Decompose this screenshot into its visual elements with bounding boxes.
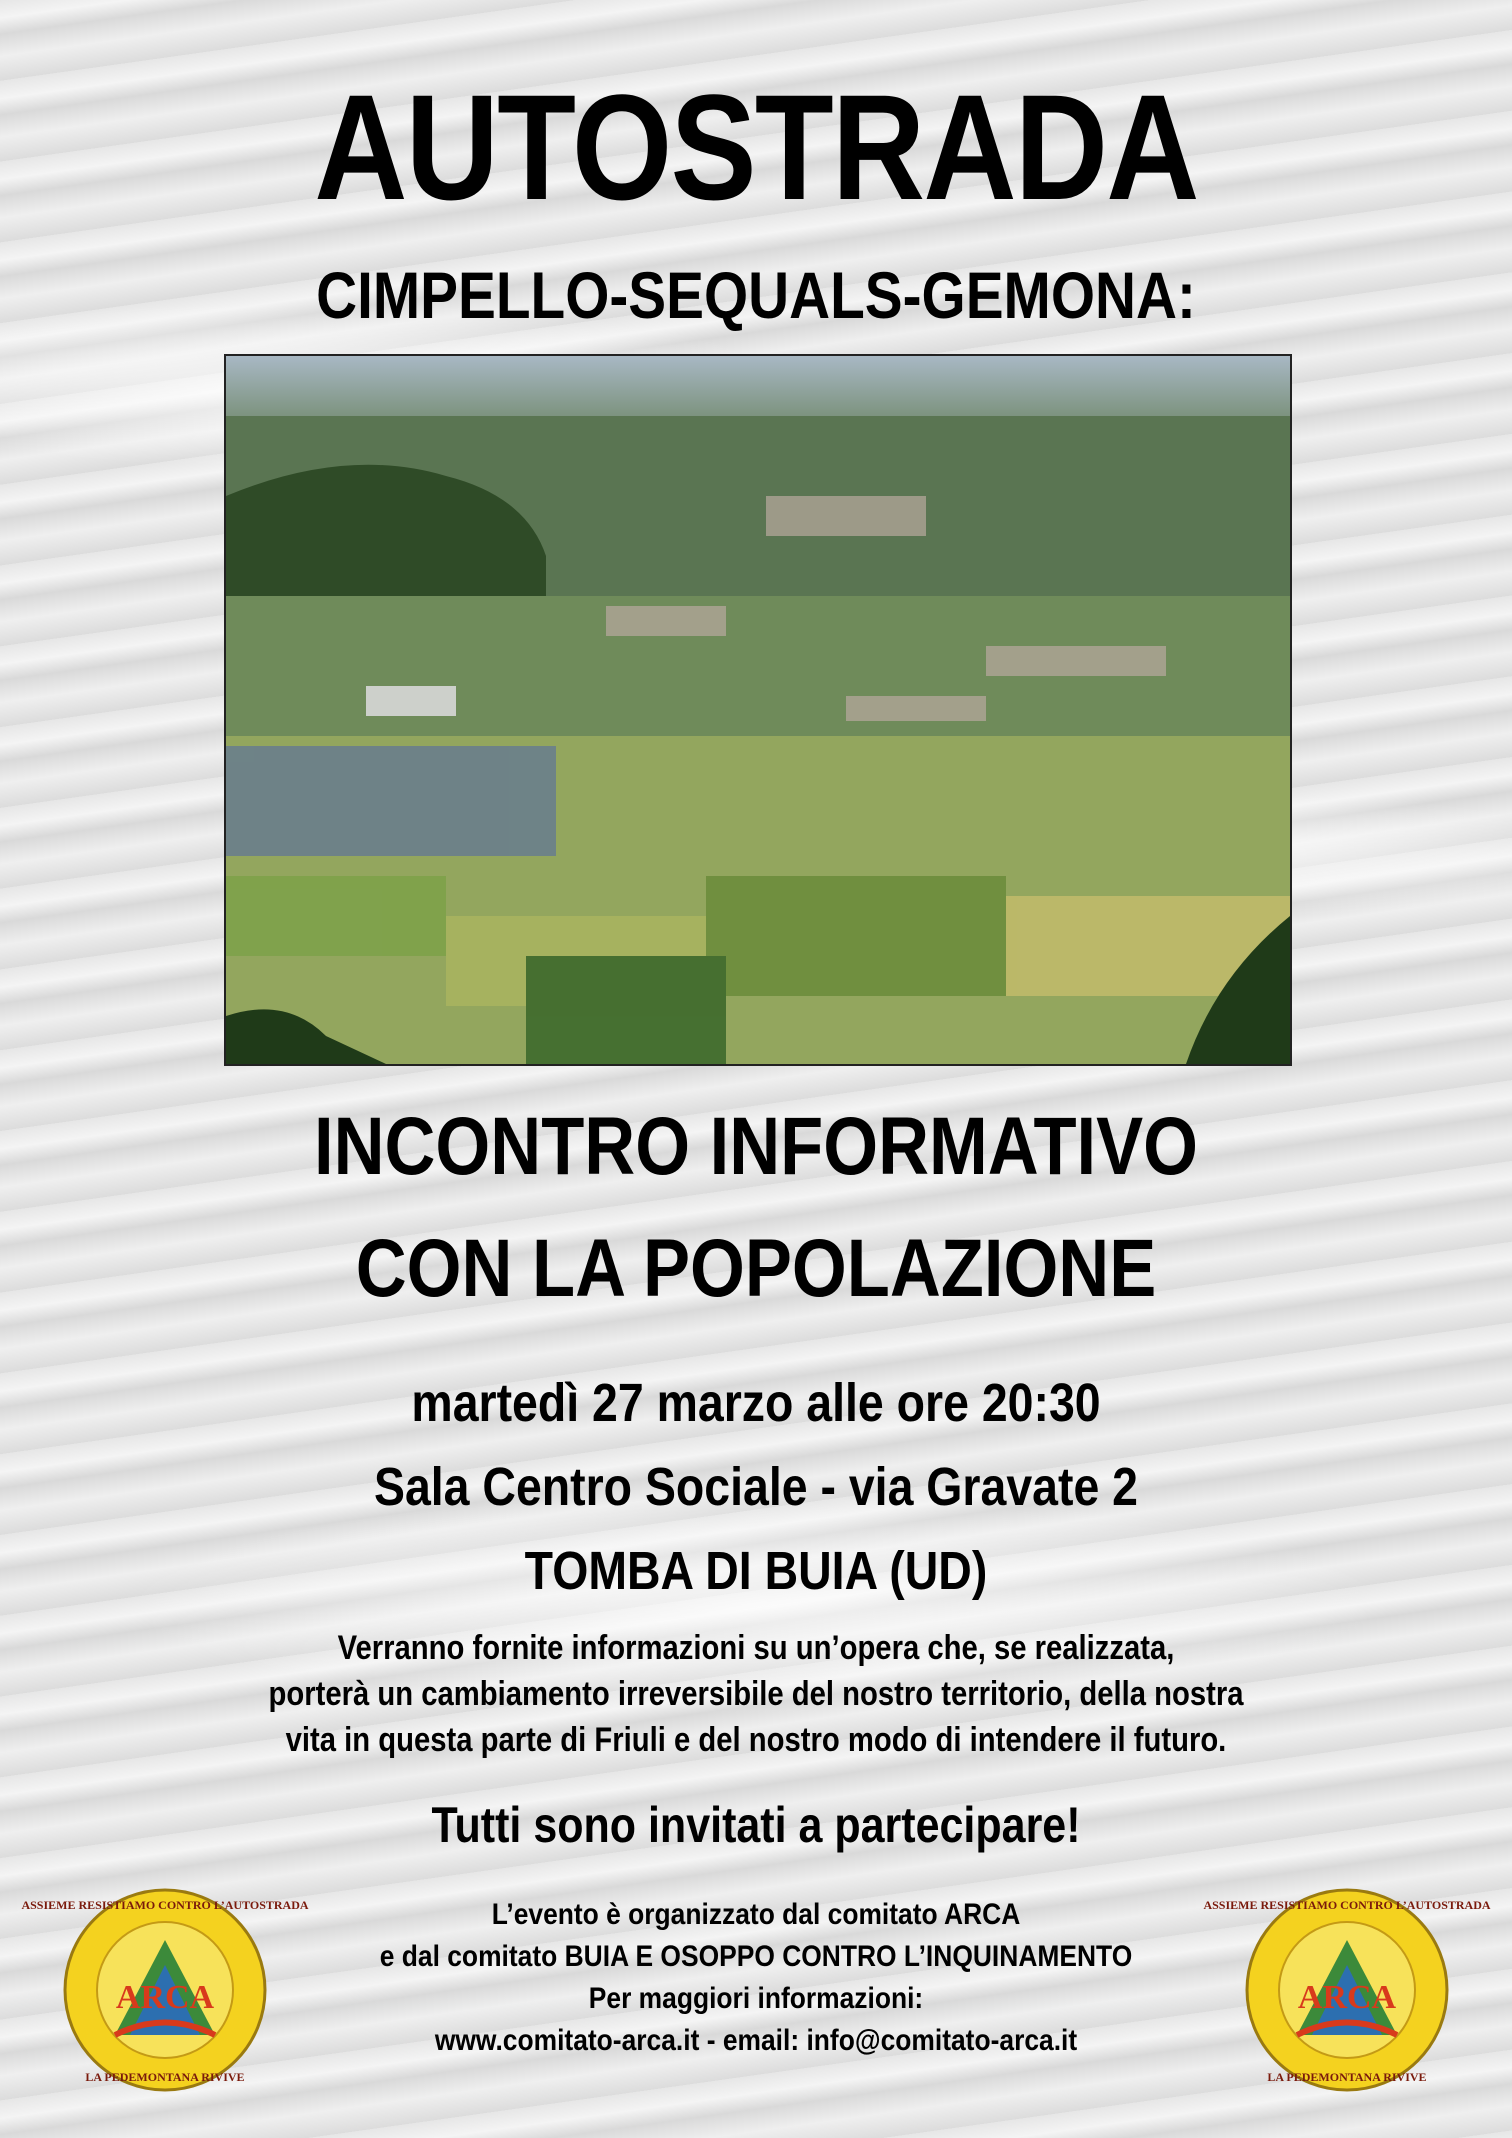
headline-meeting: INCONTRO INFORMATIVO	[313, 1101, 1199, 1192]
landscape-photo	[224, 354, 1292, 1066]
description-line: porterà un cambiamento irreversibile del nostro territorio, della nostra	[268, 1675, 1244, 1713]
event-description	[106, 1625, 1406, 1763]
poster-subtitle: CIMPELLO-SEQUALS-GEMONA:	[316, 258, 1196, 332]
logo-bottom-text: LA PEDEMONTANA RIVIVE	[85, 2070, 245, 2084]
description-line: vita in questa parte di Friuli e del nostro modo di intendere il futuro.	[285, 1721, 1227, 1759]
arca-logo-icon	[1203, 1885, 1491, 2095]
description-line: Verranno fornite informazioni su un’opera che, se realizzata,	[337, 1629, 1175, 1667]
logo-top-text: ASSIEME RESISTIAMO CONTRO L’AUTOSTRADA	[21, 1898, 309, 1912]
footer-line: e dal comitato BUIA E OSOPPO CONTRO L’INQUINAMENTO	[379, 1940, 1133, 1973]
footer-line: L’evento è organizzato dal comitato ARCA	[491, 1898, 1021, 1931]
event-venue: Sala Centro Sociale - via Gravate 2	[373, 1457, 1139, 1517]
logo-name: ARCA	[1297, 1979, 1397, 2016]
invitation-text: Tutti sono invitati a partecipare!	[431, 1797, 1081, 1853]
headline-population: CON LA POPOLAZIONE	[355, 1223, 1157, 1314]
poster-title: AUTOSTRADA	[314, 63, 1198, 231]
landscape-illustration	[226, 356, 1290, 1064]
event-town: TOMBA DI BUIA (UD)	[524, 1541, 988, 1601]
arca-logo-icon	[21, 1885, 309, 2095]
logo-name: ARCA	[115, 1979, 215, 2016]
event-date: martedì 27 marzo alle ore 20:30	[411, 1373, 1101, 1433]
organizer-footer	[91, 1894, 1422, 2062]
footer-line: Per maggiori informazioni:	[588, 1982, 924, 2015]
logo-bottom-text: LA PEDEMONTANA RIVIVE	[1267, 2070, 1427, 2084]
footer-contacts: www.comitato-arca.it - email: info@comitato-arca.it	[434, 2024, 1078, 2057]
logo-top-text: ASSIEME RESISTIAMO CONTRO L’AUTOSTRADA	[1203, 1898, 1491, 1912]
